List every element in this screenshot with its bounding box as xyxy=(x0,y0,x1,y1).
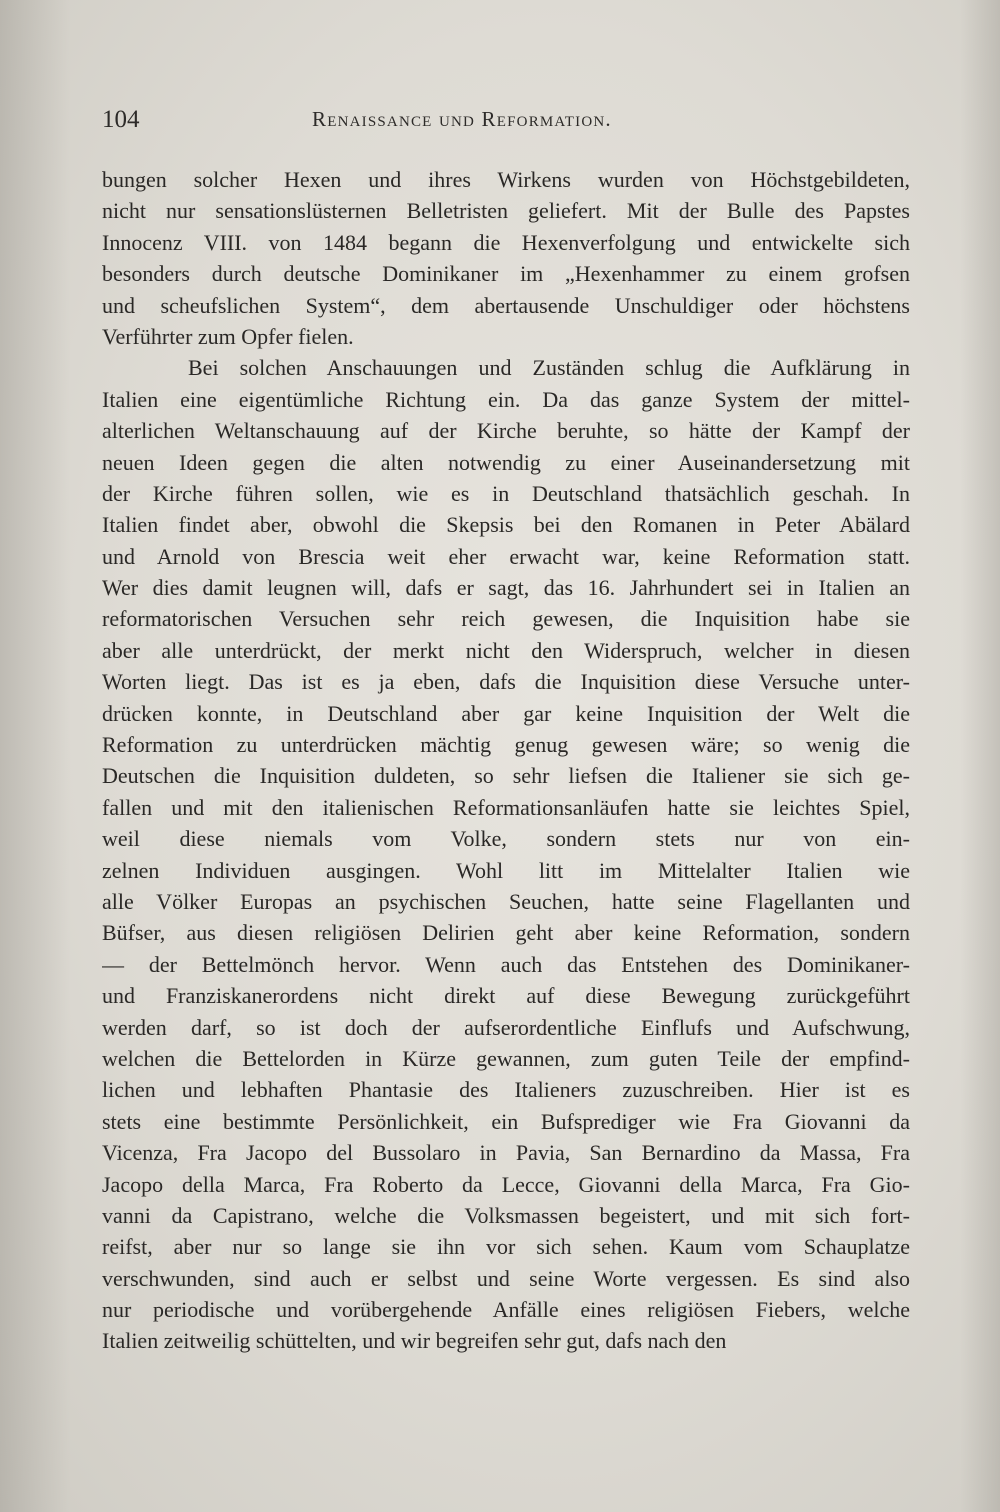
text-line: und scheufslichen System“, dem abertausende Unschuldiger oder höchstens xyxy=(102,292,910,318)
text-line: lichen und lebhaften Phantasie des Italieners zuzuschreiben. Hier ist es xyxy=(102,1077,910,1103)
text-line: werden darf, so ist doch der aufserordentliche Einflufs und Aufschwung, xyxy=(102,1014,910,1040)
text-line: Wer dies damit leugnen will, dafs er sagt, das 16. Jahrhundert sei in Italien an xyxy=(102,575,910,601)
text-line: alle Völker Europas an psychischen Seuchen, hatte seine Flagellanten und xyxy=(102,888,910,914)
body-text xyxy=(102,164,910,1357)
text-line: alterlichen Weltanschauung auf der Kirche beruhte, so hätte der Kampf der xyxy=(102,418,910,444)
text-line: drücken konnte, in Deutschland aber gar keine Inquisition der Welt die xyxy=(102,700,910,726)
text-line: und Franziskanerordens nicht direkt auf diese Bewegung zurückgeführt xyxy=(102,983,910,1009)
text-line: Jacopo della Marca, Fra Roberto da Lecce, Giovanni della Marca, Fra Gio- xyxy=(102,1171,910,1197)
text-line: der Kirche führen sollen, wie es in Deutschland thatsächlich geschah. In xyxy=(102,480,910,506)
text-line: Innocenz VIII. von 1484 begann die Hexenverfolgung und entwickelte sich xyxy=(102,229,910,255)
text-line: nur periodische und vorübergehende Anfälle eines religiösen Fiebers, welche xyxy=(102,1297,910,1323)
text-line: Italien findet aber, obwohl die Skepsis bei den Romanen in Peter Abälard xyxy=(102,512,910,538)
paragraph xyxy=(102,164,910,352)
text-line: Deutschen die Inquisition duldeten, so sehr liefsen die Italiener sie sich ge- xyxy=(102,763,910,789)
text-line: nicht nur sensationslüsternen Belletristen geliefert. Mit der Bulle des Papstes xyxy=(102,198,910,224)
text-line: Vicenza, Fra Jacopo del Bussolaro in Pavia, San Bernardino da Massa, Fra xyxy=(102,1140,910,1166)
text-line: stets eine bestimmte Persönlichkeit, ein Bufsprediger wie Fra Giovanni da xyxy=(102,1108,910,1134)
text-line: und Arnold von Brescia weit eher erwacht war, keine Reformation statt. xyxy=(102,543,910,569)
running-title: Renaissance und Reformation. xyxy=(312,107,612,131)
text-line: Reformation zu unterdrücken mächtig genug gewesen wäre; so wenig die xyxy=(102,732,910,758)
text-line: fallen und mit den italienischen Reformationsanläufen hatte sie leichtes Spiel, xyxy=(102,794,910,820)
text-line: welchen die Bettelorden in Kürze gewannen, zum guten Teile der empfind- xyxy=(102,1045,910,1071)
text-line: besonders durch deutsche Dominikaner im „Hexenhammer zu einem grofsen xyxy=(102,261,910,287)
text-line: Italien zeitweilig schüttelten, und wir begreifen sehr gut, dafs nach den xyxy=(102,1328,727,1354)
text-line: vanni da Capistrano, welche die Volksmassen begeistert, und mit sich fort- xyxy=(102,1202,910,1228)
text-line: neuen Ideen gegen die alten notwendig zu einer Auseinandersetzung mit xyxy=(102,449,910,475)
text-line: Worten liegt. Das ist es ja eben, dafs die Inquisition diese Versuche unter- xyxy=(102,669,910,695)
paragraph xyxy=(102,352,910,1357)
text-line: verschwunden, sind auch er selbst und seine Worte vergessen. Es sind also xyxy=(102,1265,910,1291)
text-line: zelnen Individuen ausgingen. Wohl litt im Mittelalter Italien wie xyxy=(102,857,910,883)
text-line: reformatorischen Versuchen sehr reich gewesen, die Inquisition habe sie xyxy=(102,606,910,632)
text-line: — der Bettelmönch hervor. Wenn auch das Entstehen des Dominikaner- xyxy=(102,951,910,977)
text-line: Bei solchen Anschauungen und Zuständen schlug die Aufklärung in xyxy=(188,355,910,381)
text-line: bungen solcher Hexen und ihres Wirkens wurden von Höchstgebildeten, xyxy=(102,167,910,192)
text-line: Verführter zum Opfer fielen. xyxy=(102,323,354,349)
running-head xyxy=(102,106,912,142)
text-line: weil diese niemals vom Volke, sondern stets nur von ein- xyxy=(102,826,910,852)
text-line: aber alle unterdrückt, der merkt nicht den Widerspruch, welcher in diesen xyxy=(102,637,910,663)
text-line: Büfser, aus diesen religiösen Delirien geht aber keine Reformation, sondern xyxy=(102,920,910,946)
text-line: reifst, aber nur so lange sie ihn vor sich sehen. Kaum vom Schauplatze xyxy=(102,1234,910,1260)
page-number: 104 xyxy=(102,106,140,133)
text-line: Italien eine eigentümliche Richtung ein. Da das ganze System der mittel- xyxy=(102,386,910,412)
